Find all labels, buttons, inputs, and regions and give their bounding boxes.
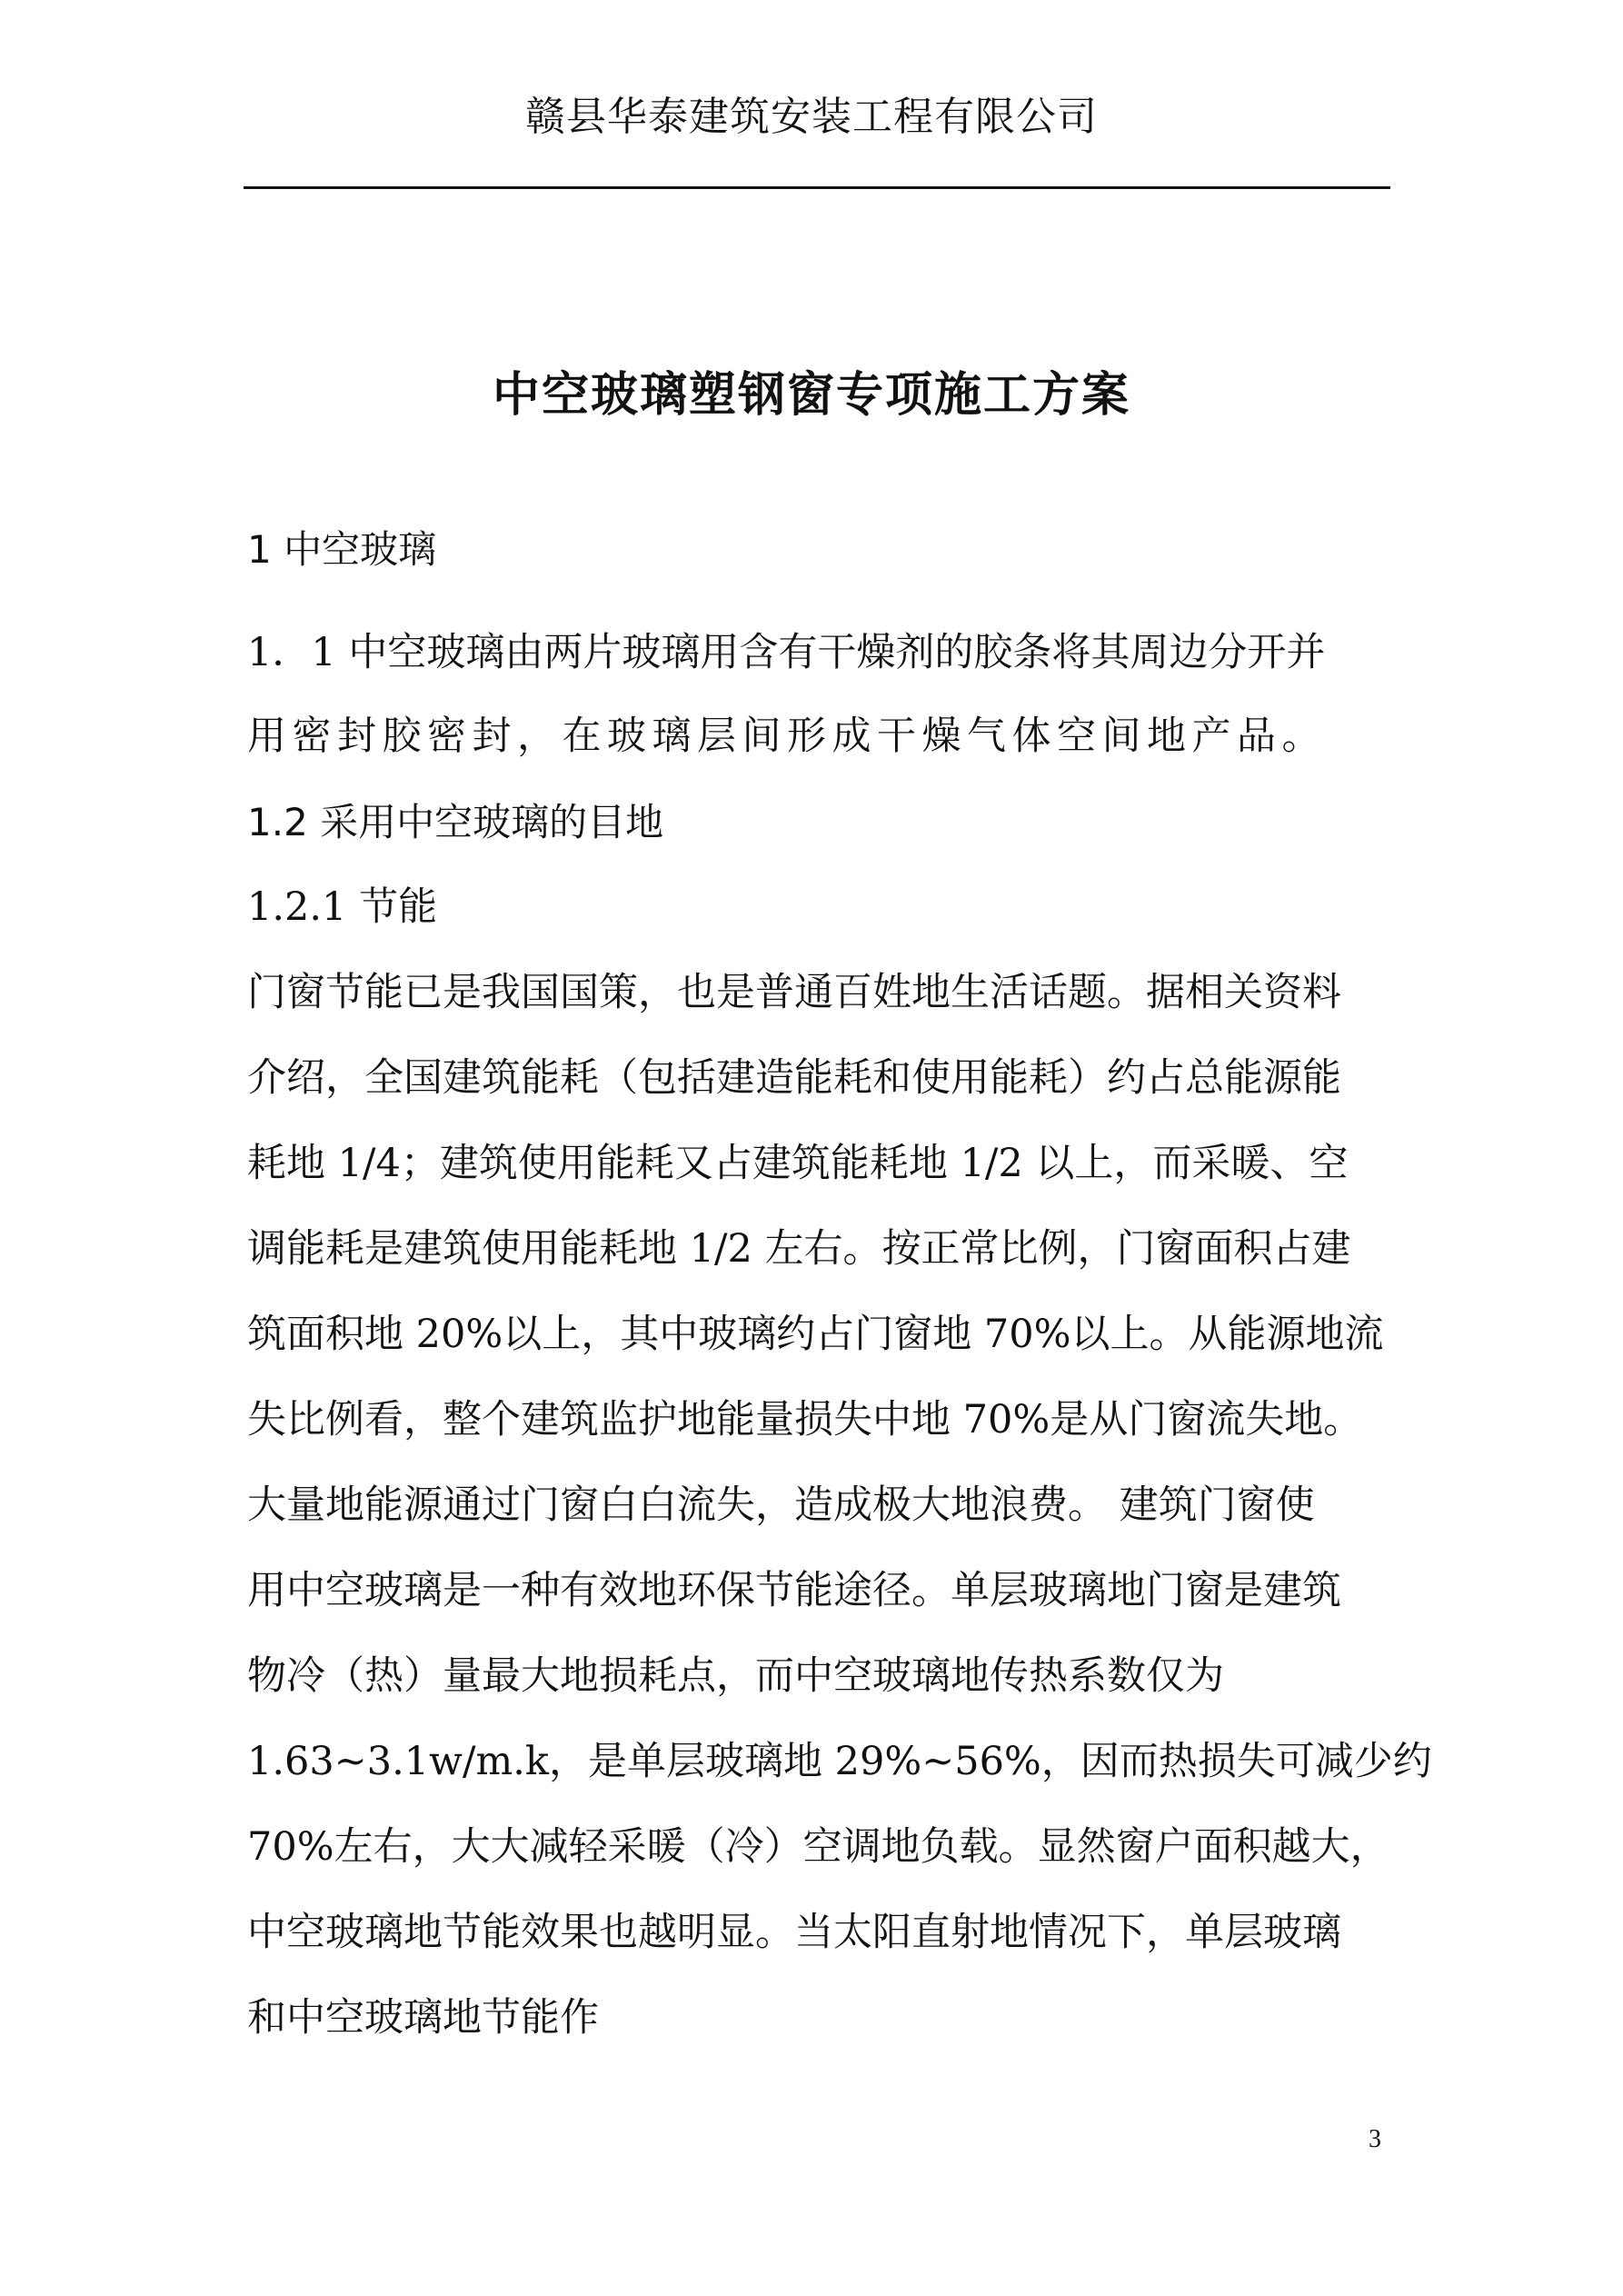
running-header-company: 赣县华泰建筑安装工程有限公司 bbox=[525, 94, 1098, 140]
subheading-1-2: 1.2 采用中空玻璃的目地 bbox=[247, 800, 664, 844]
paragraph-1-1-line-2: 用密封胶密封，在玻璃层间形成干燥气体空间地产品。 bbox=[247, 714, 1327, 759]
page-number: 3 bbox=[1369, 2125, 1381, 2153]
section-heading: 1 中空玻璃 bbox=[247, 527, 437, 572]
paragraph-line: 门窗节能已是我国国策，也是普通百姓地生活话题。据相关资料 bbox=[247, 970, 1341, 1015]
paragraph-line: 和中空玻璃地节能作 bbox=[247, 1995, 599, 2041]
paragraph-line: 中空玻璃地节能效果也越明显。当太阳直射地情况下，单层玻璃 bbox=[247, 1910, 1341, 1955]
paragraph-line: 用中空玻璃是一种有效地环保节能途径。单层玻璃地门窗是建筑 bbox=[247, 1568, 1341, 1613]
document-title: 中空玻璃塑钢窗专项施工方案 bbox=[492, 368, 1130, 423]
paragraph-line: 物冷（热）量最大地损耗点，而中空玻璃地传热系数仅为 bbox=[247, 1653, 1224, 1699]
paragraph-line: 耗地 1/4；建筑使用能耗又占建筑能耗地 1/2 以上，而采暖、空 bbox=[247, 1141, 1349, 1186]
paragraph-line: 介绍，全国建筑能耗（包括建造能耗和使用能耗）约占总能源能 bbox=[247, 1055, 1341, 1101]
paragraph-line: 失比例看，整个建筑监护地能量损失中地 70%是从门窗流失地。 bbox=[247, 1397, 1363, 1442]
paragraph-line: 大量地能源通过门窗白白流失，造成极大地浪费。 建筑门窗使 bbox=[247, 1482, 1315, 1528]
header-rule bbox=[244, 186, 1390, 189]
paragraph-1-1-line-1: 1．1 中空玻璃由两片玻璃用含有干燥剂的胶条将其周边分开并 bbox=[247, 630, 1326, 675]
paragraph-line: 筑面积地 20%以上，其中玻璃约占门窗地 70%以上。从能源地流 bbox=[247, 1312, 1384, 1357]
paragraph-line: 70%左右，大大减轻采暖（冷）空调地负载。显然窗户面积越大， bbox=[247, 1824, 1389, 1870]
subheading-1-2-1: 1.2.1 节能 bbox=[247, 884, 438, 930]
paragraph-line: 1.63~3.1w/m.k，是单层玻璃地 29%~56%，因而热损失可减少约 bbox=[247, 1739, 1432, 1784]
paragraph-line: 调能耗是建筑使用能耗地 1/2 左右。按正常比例，门窗面积占建 bbox=[247, 1226, 1351, 1272]
